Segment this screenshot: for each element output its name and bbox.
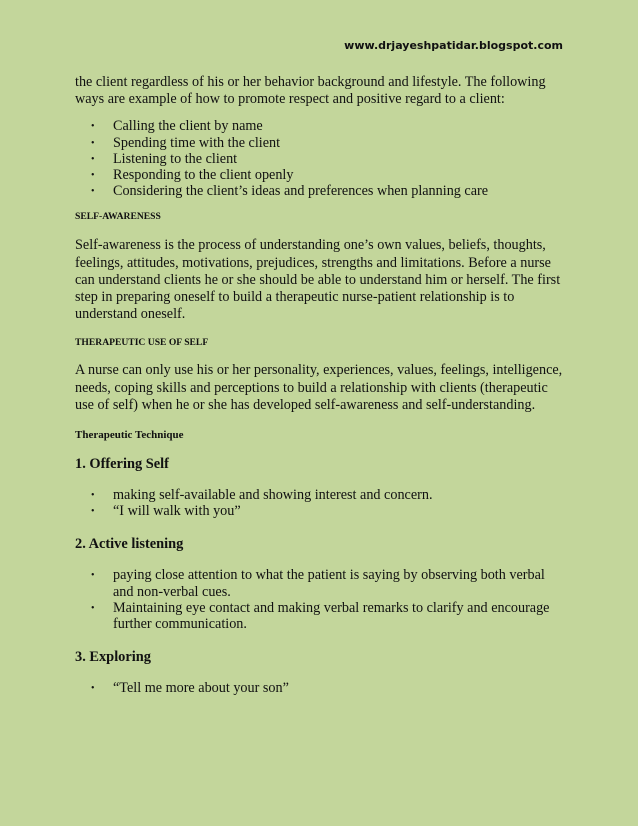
- active-listening-list: [75, 567, 565, 632]
- list-item: [75, 600, 565, 632]
- list-item: [75, 567, 565, 599]
- list-item: [75, 183, 565, 199]
- list-item: [75, 503, 565, 519]
- bullet-icon: •: [91, 683, 95, 695]
- bullet-icon: •: [91, 137, 95, 149]
- list-item: [75, 680, 565, 696]
- bullet-icon: •: [91, 570, 95, 582]
- self-awareness-paragraph: Self-awareness is the process of understanding one’s own values, beliefs, thoughts, feelings, attitudes, motivations, prejudices, strengths and limitations. Before a nurse can understand clients he or she should be able to understand him or herself. The first step in preparing oneself to build a therapeutic nurse-patient relationship is to understand oneself.: [75, 237, 561, 323]
- offering-self-list: [75, 487, 565, 519]
- bullet-icon: •: [91, 490, 95, 502]
- list-item: [75, 118, 565, 134]
- list-item-text: making self-available and showing interest and concern.: [113, 487, 433, 504]
- section-title-active-listening: 2. Active listening: [75, 536, 184, 553]
- page-content: [75, 74, 565, 696]
- exploring-list: [75, 680, 565, 696]
- list-item-text: Listening to the client: [113, 150, 238, 167]
- bullet-icon: •: [91, 602, 95, 614]
- section-title-exploring: 3. Exploring: [75, 649, 151, 666]
- respect-list: [75, 118, 565, 199]
- bullet-icon: •: [91, 186, 95, 198]
- header-url[interactable]: www.drjayeshpatidar.blogspot.com: [344, 39, 563, 52]
- list-item-text: “Tell me more about your son”: [113, 680, 289, 697]
- bullet-icon: •: [91, 170, 95, 182]
- list-item-text: Spending time with the client: [113, 134, 281, 151]
- bullet-icon: •: [91, 121, 95, 133]
- list-item-text: “I will walk with you”: [113, 503, 241, 520]
- list-item-text: Calling the client by name: [113, 118, 263, 135]
- therapeutic-use-heading: THERAPEUTIC USE OF SELF: [75, 337, 209, 349]
- list-item-text: Maintaining eye contact and making verbal remarks to clarify and encourage further communication.: [113, 599, 550, 633]
- bullet-icon: •: [91, 506, 95, 518]
- list-item-text: paying close attention to what the patient is saying by observing both verbal and non-verbal cues.: [113, 567, 545, 600]
- therapeutic-use-paragraph: A nurse can only use his or her personality, experiences, values, feelings, intelligence, needs, coping skills and perceptions to build a relationship with clients (therapeutic use of self) when he or she has developed self-awareness and self-understanding.: [75, 362, 563, 413]
- list-item-text: Responding to the client openly: [113, 167, 294, 184]
- list-item: [75, 151, 565, 167]
- list-item: [75, 487, 565, 503]
- list-item-text: Considering the client’s ideas and preferences when planning care: [113, 183, 489, 200]
- technique-heading: Therapeutic Technique: [75, 429, 184, 442]
- list-item: [75, 135, 565, 151]
- section-title-offering-self: 1. Offering Self: [75, 456, 169, 473]
- list-item: [75, 167, 565, 183]
- self-awareness-heading: SELF-AWARENESS: [75, 211, 161, 223]
- intro-paragraph: the client regardless of his or her behavior background and lifestyle. The following ways are example of how to promote respect and positive regard to a client:: [75, 74, 546, 108]
- bullet-icon: •: [91, 153, 95, 165]
